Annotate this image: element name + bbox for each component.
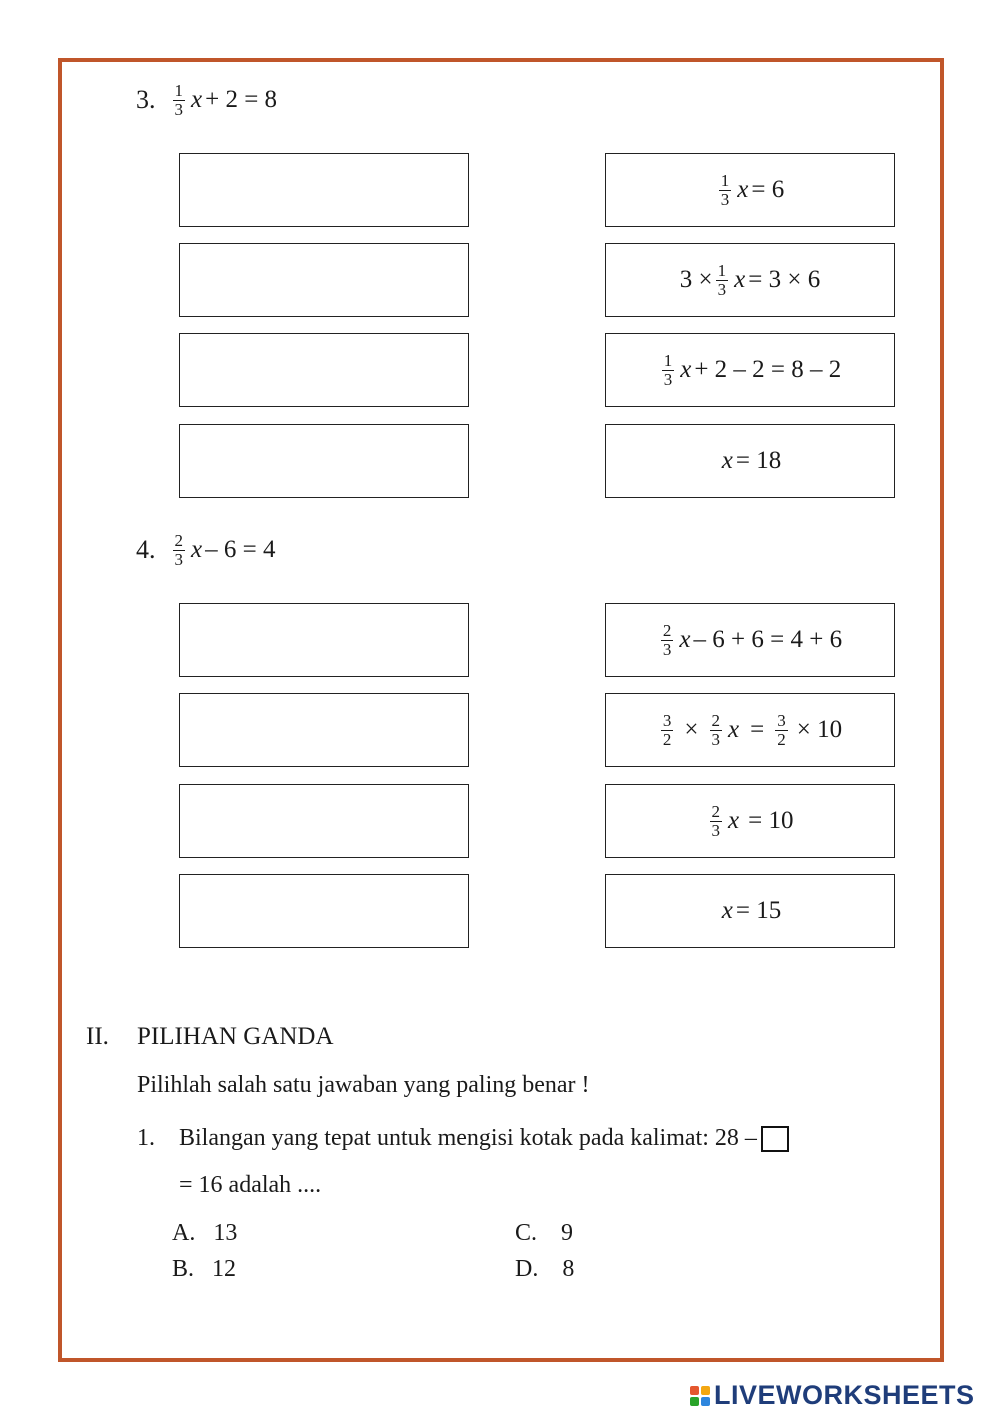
option-a[interactable]: A. 13 bbox=[172, 1220, 238, 1246]
step-card[interactable]: x = 18 bbox=[605, 424, 895, 498]
blank-box-icon bbox=[761, 1126, 789, 1152]
problem-number: 3. bbox=[136, 85, 156, 115]
answer-drop-box[interactable] bbox=[179, 424, 469, 498]
answer-drop-box[interactable] bbox=[179, 784, 469, 858]
logo-text: LIVEWORKSHEETS bbox=[714, 1380, 975, 1410]
question-text: Bilangan yang tepat untuk mengisi kotak pada kalimat: 28 – bbox=[179, 1125, 789, 1152]
answer-drop-box[interactable] bbox=[179, 693, 469, 767]
problem-4-header bbox=[136, 532, 275, 569]
option-d[interactable]: D. 8 bbox=[515, 1256, 575, 1282]
step-card[interactable]: $\frac{1}{3}$ x = 6 bbox=[605, 153, 895, 227]
section-title: PILIHAN GANDA bbox=[137, 1023, 334, 1050]
option-c[interactable]: C. 9 bbox=[515, 1220, 574, 1246]
step-card[interactable]: $\frac{1}{3}$ x + 2 – 2 = 8 – 2 bbox=[605, 333, 895, 407]
question-text-continued: = 16 adalah .... bbox=[179, 1172, 322, 1198]
question-number: 1. bbox=[137, 1125, 155, 1151]
step-card[interactable]: $\frac{2}{3}$ x = 10 bbox=[605, 784, 895, 858]
step-card[interactable]: $\frac{3}{2}$ × $\frac{2}{3}$ x = $\frac{3}{2}$ × 10 bbox=[605, 693, 895, 767]
step-card[interactable]: 3 × $\frac{1}{3}$ x = 3 × 6 bbox=[605, 243, 895, 317]
variable: x bbox=[191, 86, 203, 114]
option-b[interactable]: B. 12 bbox=[172, 1256, 237, 1282]
fraction: $\frac{2}{3}$ bbox=[174, 531, 183, 569]
fraction: $\frac{1}{3}$ bbox=[174, 81, 183, 119]
problem-3-header bbox=[136, 82, 277, 119]
variable: x bbox=[191, 536, 203, 564]
section-roman: II. bbox=[86, 1023, 109, 1050]
equation-rest: + 2 = 8 bbox=[205, 86, 278, 114]
logo-icon bbox=[690, 1386, 710, 1406]
answer-drop-box[interactable] bbox=[179, 243, 469, 317]
answer-drop-box[interactable] bbox=[179, 153, 469, 227]
step-card[interactable]: $\frac{2}{3}$ x – 6 + 6 = 4 + 6 bbox=[605, 603, 895, 677]
section-instruction: Pilihlah salah satu jawaban yang paling benar ! bbox=[137, 1072, 590, 1098]
equation-rest: – 6 = 4 bbox=[205, 536, 276, 564]
step-card[interactable]: x = 15 bbox=[605, 874, 895, 948]
answer-drop-box[interactable] bbox=[179, 874, 469, 948]
answer-drop-box[interactable] bbox=[179, 603, 469, 677]
problem-number: 4. bbox=[136, 535, 156, 565]
answer-drop-box[interactable] bbox=[179, 333, 469, 407]
liveworksheets-logo bbox=[690, 1380, 975, 1411]
